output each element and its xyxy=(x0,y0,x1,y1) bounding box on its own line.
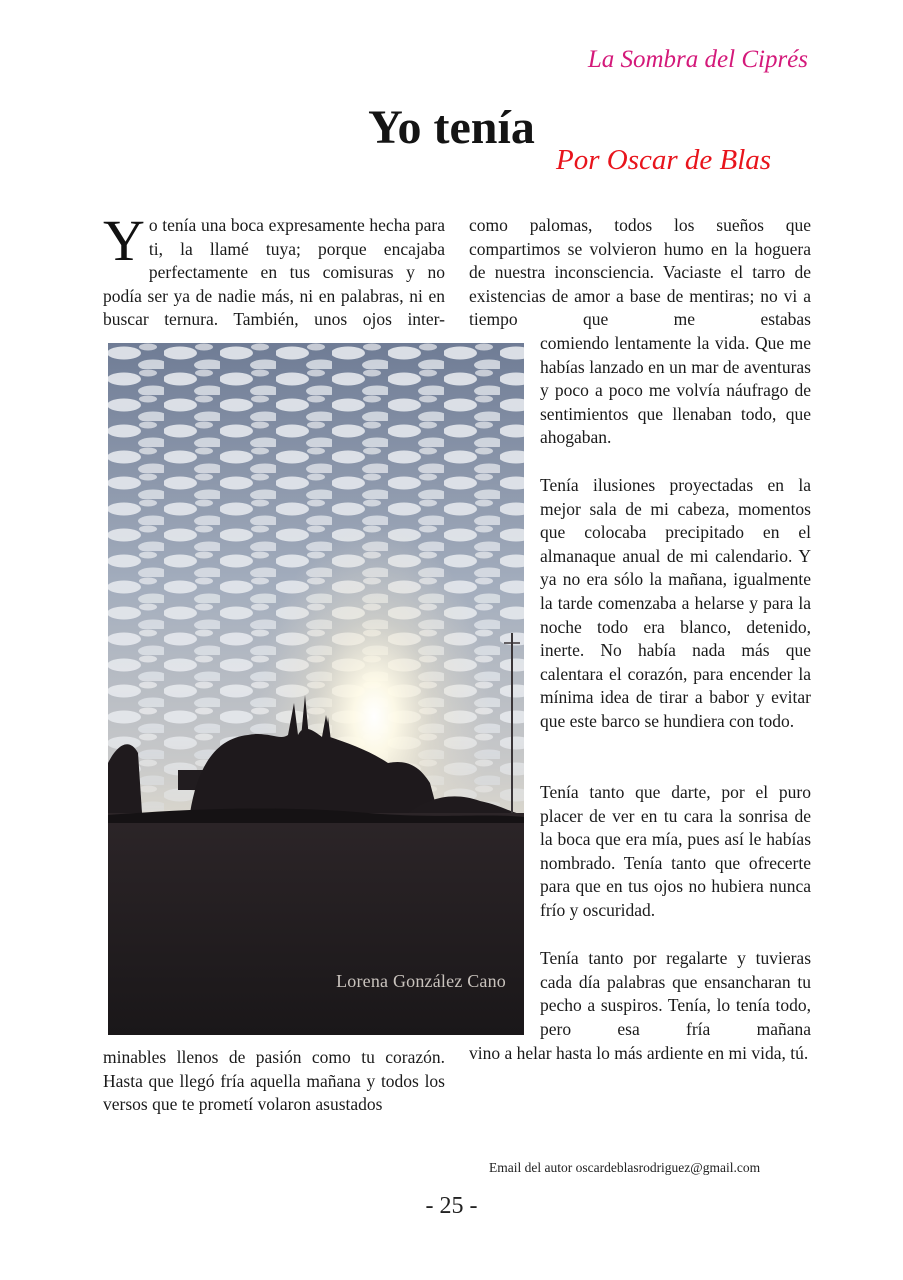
drop-cap: Y xyxy=(103,208,145,273)
article-title: Yo tenía xyxy=(368,101,535,154)
paragraph-col2-continued: comiendo lentamente la vida. Que me habías lanzado en un mar de aventuras y poco a poco me volvía náufrago de sentimientos que llenaban todo, que ahogaban. xyxy=(540,333,811,448)
intro-text: o tenía una boca expresamente hecha para ti, la llamé tuya; porque encajaba perfectamente en tus comisuras y no podía ser ya de nadie más, ni en palabras, ni en buscar ternura. También, unos ojos inter- xyxy=(103,215,445,330)
publication-header: La Sombra del Ciprés xyxy=(587,46,808,73)
sunset-photo-image xyxy=(108,343,524,1035)
paragraph-intro-continued: minables llenos de pasión como tu corazón. Hasta que llegó fría aquella mañana y todos los versos que te prometí volaron asustados xyxy=(103,1047,445,1115)
sunset-photo xyxy=(108,343,524,1035)
article-author: Por Oscar de Blas xyxy=(556,144,772,176)
author-email: Email del autor oscardeblasrodriguez@gmail.com xyxy=(489,1160,761,1175)
paragraph-tanto-por-regalarte: Tenía tanto por regalarte y tuvieras cada día palabras que ensancharan tu pecho a suspiros. Tenía, lo tenía todo, pero esa fría mañana xyxy=(540,948,811,1039)
paragraph-ending: vino a helar hasta lo más ardiente en mi vida, tú. xyxy=(469,1043,809,1063)
paragraph-tanto-que-darte: Tenía tanto que darte, por el puro placer de ver en tu cara la sonrisa de la boca que era mía, pues así le habías nombrado. Tenía tanto que ofrecerte para que en tus ojos no hubiera nunca frío y oscuridad. xyxy=(540,782,811,920)
page-number: - 25 - xyxy=(425,1193,478,1219)
paragraph-intro xyxy=(103,208,445,332)
paragraph-ilusiones: Tenía ilusiones proyectadas en la mejor sala de mi cabeza, momentos que colocaba precipitado en el almanaque anual de mi calendario. Y ya no era sólo la mañana, igualmente la tarde comenzaba a helarse y para la noche todo era blanco, detenido, inerte. No había nada más que calentara el corazón, para encender la mínima idea de tirar a babor y evitar que este barco se hundiera con todo. xyxy=(540,475,811,731)
paragraph-col2-top: como palomas, todos los sueños que compartimos se volvieron humo en la hoguera de nuestra inconsciencia. Vaciaste el tarro de existencias de amor a base de mentiras; no vi a tiempo que me estabas xyxy=(469,215,811,330)
photo-credit: Lorena González Cano xyxy=(336,971,506,991)
